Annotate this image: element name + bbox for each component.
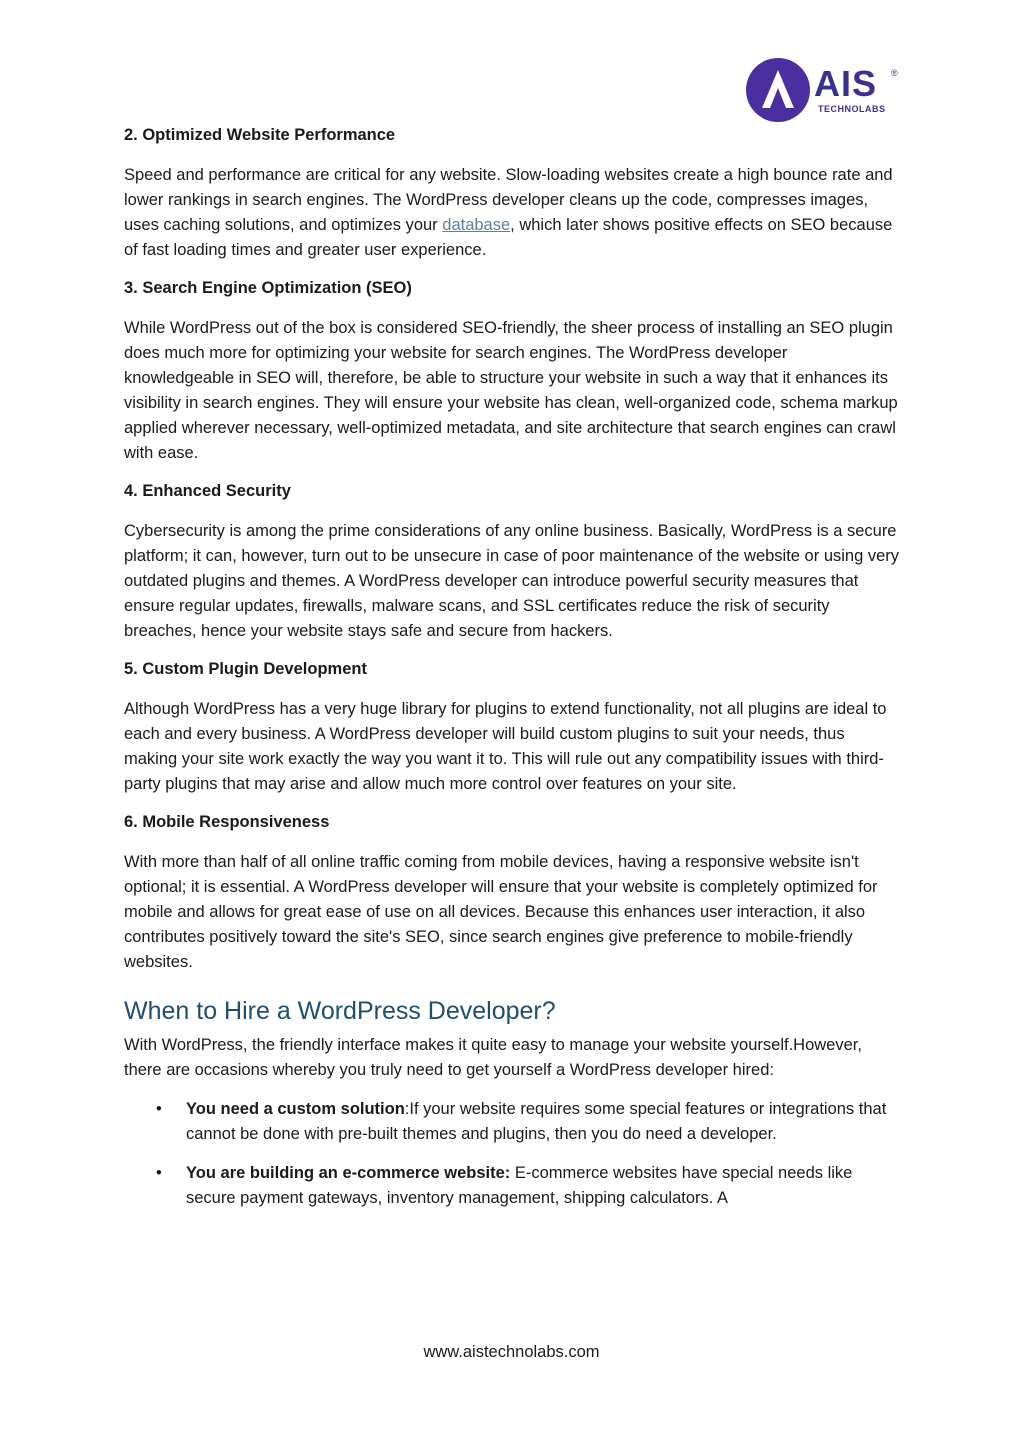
section-heading: 4. Enhanced Security (124, 482, 291, 500)
list-item-text: :If your website requires some special features or integrations that cannot be done with pre-built themes and plugins, then you do need a developer. (186, 1100, 887, 1143)
section-paragraph: Although WordPress has a very huge library for plugins to extend functionality, not all plugins are ideal to each and every business. A WordPress developer will build custom plugins to suit your needs, thus making your site work exactly the way you want it to. This will rule out any compatibility issues with third-party plugins that may arise and allow much more control over features on your site. (124, 700, 887, 793)
document-body (124, 124, 900, 1225)
footer-url: www.aistechnolabs.com (423, 1343, 600, 1361)
section-heading: 3. Search Engine Optimization (SEO) (124, 279, 412, 297)
section-heading: 2. Optimized Website Performance (124, 126, 396, 144)
hire-reasons-list (124, 1097, 900, 1211)
bullet-icon: • (156, 1100, 162, 1118)
paragraph-text: , which later shows positive effects on SEO because of fast loading times and greater user experience. (124, 216, 893, 259)
section-paragraph (124, 163, 900, 263)
logo-registered-mark: ® (891, 68, 898, 78)
list-item-text: E-commerce websites have special needs like secure payment gateways, inventory management, shipping calculators. A (186, 1164, 853, 1207)
section-heading: 6. Mobile Responsiveness (124, 813, 330, 831)
list-item-bold: You are building an e-commerce website: (186, 1164, 515, 1182)
section-paragraph: While WordPress out of the box is considered SEO-friendly, the sheer process of installing an SEO plugin does much more for optimizing your website for search engines. The WordPress developer knowledgeable in SEO will, therefore, be able to structure your website in such a way that it enhances its visibility in search engines. They will ensure your website has clean, well-organized code, schema markup applied wherever necessary, well-optimized metadata, and site architecture that search engines can crawl with ease. (124, 319, 898, 462)
company-logo (746, 58, 906, 124)
section-paragraph: With more than half of all online traffic coming from mobile devices, having a responsive website isn't optional; it is essential. A WordPress developer will ensure that your website is completely optimized for mobile and allows for great ease of use on all devices. Because this enhances user interaction, it also contributes positively toward the site's SEO, since search engines give preference to mobile-friendly websites. (124, 853, 878, 971)
section-heading: 5. Custom Plugin Development (124, 660, 367, 678)
when-to-hire-heading: When to Hire a WordPress Developer? (124, 997, 556, 1025)
paragraph-text: Speed and performance are critical for any website. Slow-loading websites create a high bounce rate and lower rankings in search engines. The WordPress developer cleans up the code, compresses images, uses caching solutions, and optimizes your (124, 166, 893, 234)
logo-mark-icon (746, 58, 810, 122)
list-item-bold: You need a custom solution (186, 1100, 405, 1118)
logo-subtitle: TECHNOLABS (818, 104, 886, 114)
section-paragraph: Cybersecurity is among the prime considerations of any online business. Basically, WordPress is a secure platform; it can, however, turn out to be unsecure in case of poor maintenance of the website or using very outdated plugins and themes. A WordPress developer can introduce powerful security measures that ensure regular updates, firewalls, malware scans, and SSL certificates reduce the risk of security breaches, hence your website stays safe and secure from hackers. (124, 522, 900, 640)
list-item (156, 1161, 900, 1211)
bullet-icon: • (156, 1164, 162, 1182)
database-link[interactable]: database (442, 216, 511, 234)
when-to-hire-intro: With WordPress, the friendly interface makes it quite easy to manage your website yourself.However, there are occasions whereby you truly need to get yourself a WordPress developer hired: (124, 1036, 862, 1079)
logo-brand-text: AIS (814, 63, 878, 104)
list-item (156, 1097, 900, 1147)
